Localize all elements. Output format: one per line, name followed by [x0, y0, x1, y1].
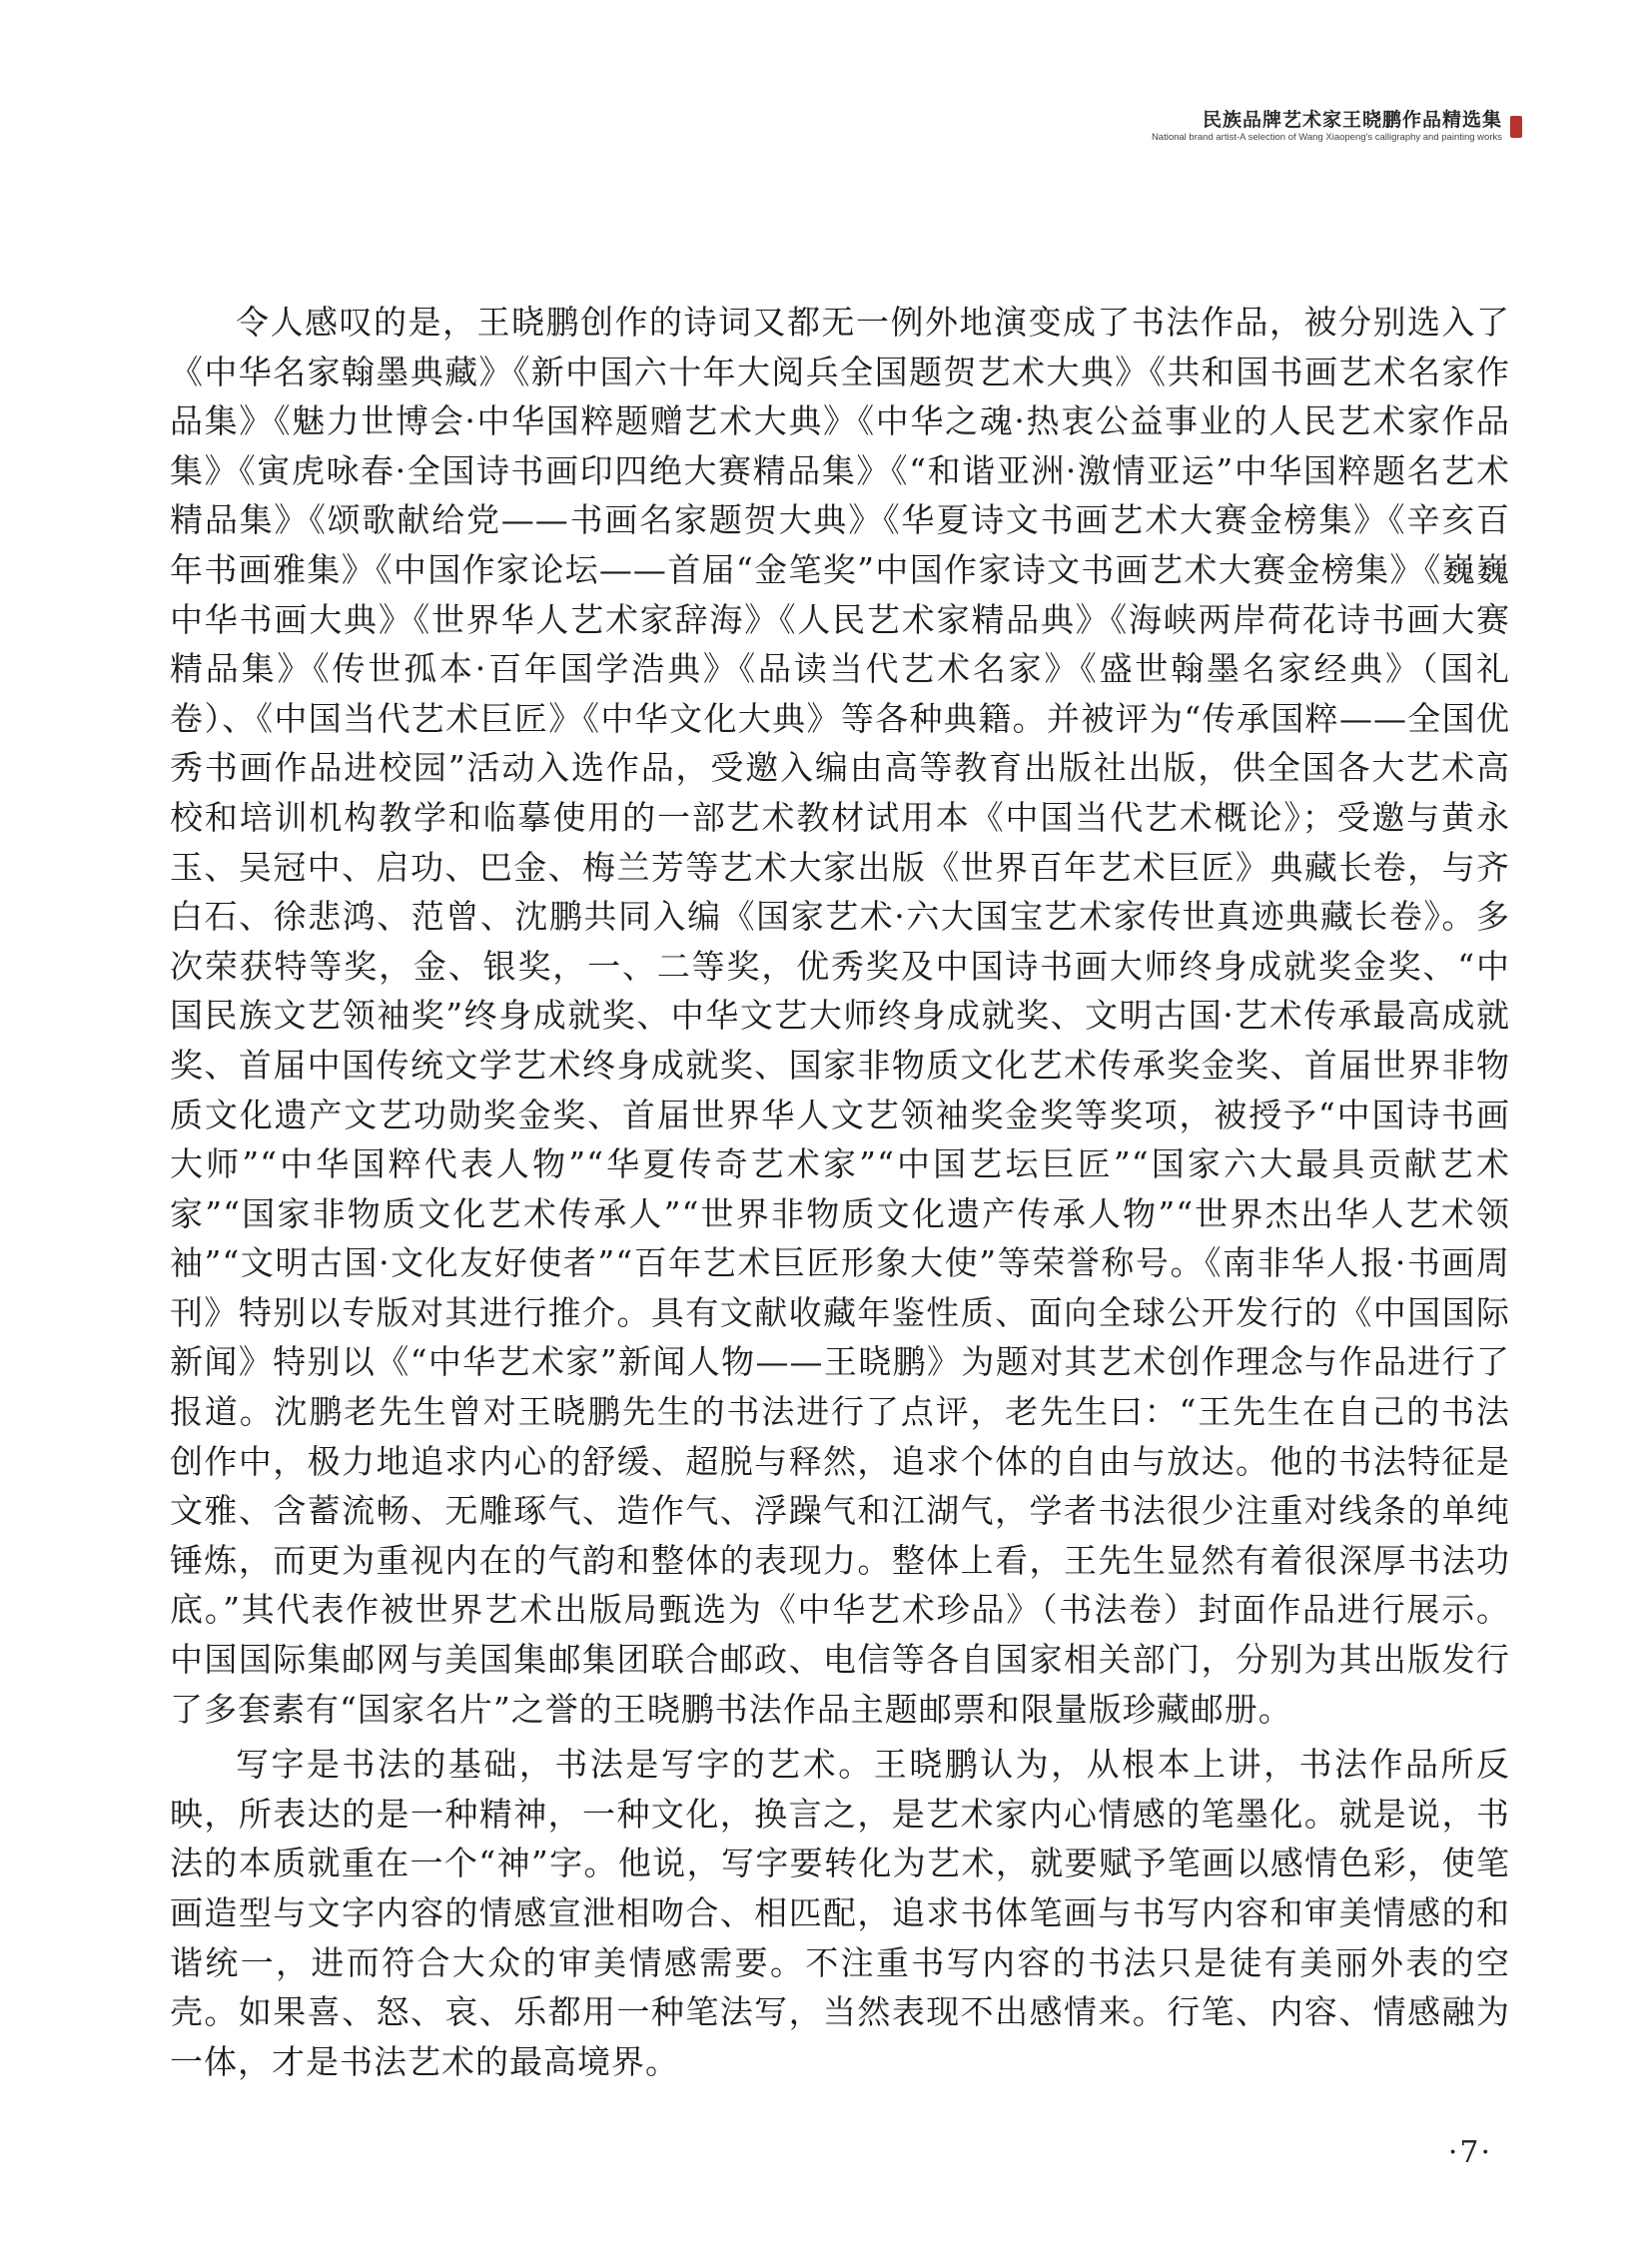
running-header — [1152, 108, 1502, 144]
page-number: ·7· — [1447, 2135, 1492, 2170]
header-subtitle: National brand artist-A selection of Wang Xiaopeng's calligraphy and painting works — [1151, 132, 1502, 143]
paragraph-2: 写字是书法的基础，书法是写字的艺术。王晓鹏认为，从根本上讲，书法作品所反映，所表达的是一种精神，一种文化，换言之，是艺术家内心情感的笔墨化。就是说，书法的本质就重在一个“神”字。他说，写字要转化为艺术，就要赋予笔画以感情色彩，使笔画造型与文字内容的情感宣泄相吻合、相匹配，追求书体笔画与书写内容和审美情感的和谐统一，进而符合大众的审美情感需要。不注重书写内容的书法只是徒有美丽外表的空壳。如果喜、怒、哀、乐都用一种笔法写，当然表现不出感情来。行笔、内容、情感融为一体，才是书法艺术的最高境界。 — [170, 1745, 1510, 2081]
body-text — [170, 298, 1510, 2086]
paragraph-1: 令人感叹的是，王晓鹏创作的诗词又都无一例外地演变成了书法作品，被分别选入了《中华名家翰墨典藏》《新中国六十年大阅兵全国题贺艺术大典》《共和国书画艺术名家作品集》《魅力世博会·中华国粹题赠艺术大典》《中华之魂·热衷公益事业的人民艺术家作品集》《寅虎咏春·全国诗书画印四绝大赛精品集》《“和谐亚洲·激情亚运”中华国粹题名艺术精品集》《颂歌献给党——书画名家题贺大典》《华夏诗文书画艺术大赛金榜集》《辛亥百年书画雅集》《中国作家论坛——首届“金笔奖”中国作家诗文书画艺术大赛金榜集》《巍巍中华书画大典》《世界华人艺术家辞海》《人民艺术家精品典》《海峡两岸荷花诗书画大赛精品集》《传世孤本·百年国学浩典》《品读当代艺术名家》《盛世翰墨名家经典》（国礼卷）、《中国当代艺术巨匠》《中华文化大典》等各种典籍。并被评为“传承国粹——全国优秀书画作品进校园”活动入选作品，受邀入编由高等教育出版社出版，供全国各大艺术高校和培训机构教学和临摹使用的一部艺术教材试用本《中国当代艺术概论》；受邀与黄永玉、吴冠中、启功、巴金、梅兰芳等艺术大家出版《世界百年艺术巨匠》典藏长卷，与齐白石、徐悲鸿、范曾、沈鹏共同入编《国家艺术·六大国宝艺术家传世真迹典藏长卷》。多次荣获特等奖，金、银奖，一、二等奖，优秀奖及中国诗书画大师终身成就奖金奖、“中国民族文艺领袖奖”终身成就奖、中华文艺大师终身成就奖、文明古国·艺术传承最高成就奖、首届中国传统文学艺术终身成就奖、国家非物质文化艺术传承奖金奖、首届世界非物质文化遗产文艺功勋奖金奖、首届世界华人文艺领袖奖金奖等奖项，被授予“中国诗书画大师”“中华国粹代表人物”“华夏传奇艺术家”“中国艺坛巨匠”“国家六大最具贡献艺术家”“国家非物质文化艺术传承人”“世界非物质文化遗产传承人物”“世界杰出华人艺术领袖”“文明古国·文化友好使者”“百年艺术巨匠形象大使”等荣誉称号。《南非华人报·书画周刊》特别以专版对其进行推介。具有文献收藏年鉴性质、面向全球公开发行的《中国国际新闻》特别以《“中华艺术家”新闻人物——王晓鹏》为题对其艺术创作理念与作品进行了报道。沈鹏老先生曾对王晓鹏先生的书法进行了点评，老先生曰：“王先生在自己的书法创作中，极力地追求内心的舒缓、超脱与释然，追求个体的自由与放达。他的书法特征是文雅、含蓄流畅、无雕琢气、造作气、浮躁气和江湖气，学者书法很少注重对线条的单纯锤炼，而更为重视内在的气韵和整体的表现力。整体上看，王先生显然有着很深厚书法功底。”其代表作被世界艺术出版局甄选为《中华艺术珍品》（书法卷）封面作品进行展示。中国国际集邮网与美国集邮集团联合邮政、电信等各自国家相关部门，分别为其出版发行了多套素有“国家名片”之誉的王晓鹏书法作品主题邮票和限量版珍藏邮册。 — [170, 303, 1510, 1729]
red-seal-mark — [1510, 116, 1522, 138]
header-title: 民族品牌艺术家王晓鹏作品精选集 — [1202, 109, 1502, 131]
